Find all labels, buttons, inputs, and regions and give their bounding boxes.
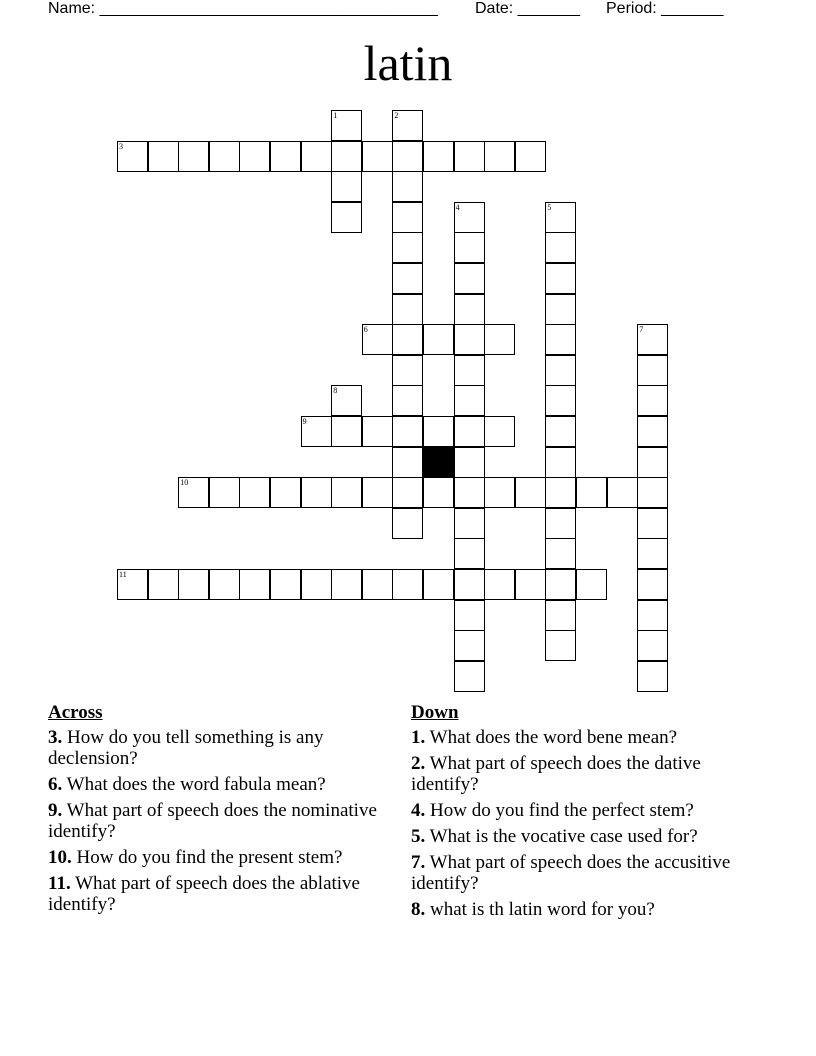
grid-cell[interactable]	[362, 141, 393, 172]
grid-cell[interactable]	[270, 477, 301, 508]
grid-cell[interactable]	[454, 630, 485, 661]
period-field: Period: _______	[606, 0, 724, 17]
grid-cell[interactable]	[637, 385, 668, 416]
grid-cell[interactable]	[637, 324, 668, 355]
grid-cell[interactable]	[576, 477, 607, 508]
grid-cell[interactable]	[392, 355, 423, 386]
grid-cell[interactable]	[484, 324, 515, 355]
clue-number-label: 1.	[411, 727, 426, 748]
clue-number: 11	[119, 570, 127, 579]
grid-cell[interactable]	[423, 324, 454, 355]
grid-cell[interactable]	[117, 569, 148, 600]
grid-cell[interactable]	[301, 569, 332, 600]
grid-cell[interactable]	[331, 171, 362, 202]
across-clue-3	[48, 727, 400, 769]
grid-cell[interactable]	[637, 569, 668, 600]
clue-number-label: 2.	[411, 753, 426, 774]
across-heading: Across	[48, 702, 103, 723]
grid-cell[interactable]	[545, 385, 576, 416]
grid-cell[interactable]	[392, 141, 423, 172]
grid-cell[interactable]	[515, 477, 546, 508]
grid-cell[interactable]	[637, 661, 668, 692]
clue-number: 2	[394, 111, 399, 120]
black-square	[423, 447, 454, 478]
clue-number-label: 6.	[48, 774, 63, 795]
grid-cell[interactable]	[545, 600, 576, 631]
grid-cell[interactable]	[484, 569, 515, 600]
grid-cell[interactable]	[362, 416, 393, 447]
clue-text: What does the word bene mean?	[425, 727, 678, 748]
grid-cell[interactable]	[423, 477, 454, 508]
grid-cell[interactable]	[392, 324, 423, 355]
grid-cell[interactable]	[545, 508, 576, 539]
grid-cell[interactable]	[545, 416, 576, 447]
clue-number-label: 8.	[411, 899, 426, 920]
across-clues	[48, 702, 400, 920]
grid-cell[interactable]	[209, 141, 240, 172]
grid-cell[interactable]	[545, 202, 576, 233]
clue-text: How do you find the perfect stem?	[425, 800, 694, 821]
grid-cell[interactable]	[637, 355, 668, 386]
grid-cell[interactable]	[515, 569, 546, 600]
grid-cell[interactable]	[392, 447, 423, 478]
clue-number-label: 11.	[48, 873, 71, 894]
grid-cell[interactable]	[484, 416, 515, 447]
grid-cell[interactable]	[301, 477, 332, 508]
grid-cell[interactable]	[178, 477, 209, 508]
grid-cell[interactable]	[423, 416, 454, 447]
grid-cell[interactable]	[331, 416, 362, 447]
grid-cell[interactable]	[515, 141, 546, 172]
clue-number: 10	[180, 478, 189, 488]
grid-cell[interactable]	[331, 110, 362, 141]
grid-cell[interactable]	[270, 141, 301, 172]
across-clue-6	[48, 774, 400, 795]
grid-cell[interactable]	[331, 202, 362, 233]
grid-cell[interactable]	[117, 141, 148, 172]
grid-cell[interactable]	[239, 477, 270, 508]
grid-cell[interactable]	[454, 600, 485, 631]
grid-cell[interactable]	[637, 538, 668, 569]
clue-number-label: 4.	[411, 800, 426, 821]
grid-cell[interactable]	[454, 294, 485, 325]
grid-cell[interactable]	[392, 416, 423, 447]
grid-cell[interactable]	[637, 477, 668, 508]
grid-cell[interactable]	[454, 232, 485, 263]
grid-cell[interactable]	[637, 416, 668, 447]
clue-number-label: 7.	[411, 852, 426, 873]
grid-cell[interactable]	[545, 355, 576, 386]
clue-number: 1	[333, 111, 338, 120]
clue-number: 6	[363, 325, 368, 335]
grid-cell[interactable]	[454, 416, 485, 447]
grid-cell[interactable]	[331, 569, 362, 600]
grid-cell[interactable]	[301, 416, 332, 447]
grid-cell[interactable]	[545, 294, 576, 325]
clue-text: How do you tell something is any declension?	[48, 727, 324, 769]
grid-cell[interactable]	[392, 385, 423, 416]
date-field: Date: _______	[475, 0, 580, 17]
down-clue-1	[411, 727, 751, 748]
grid-cell[interactable]	[454, 477, 485, 508]
clue-number: 9	[302, 417, 307, 426]
grid-cell[interactable]	[454, 447, 485, 478]
grid-cell[interactable]	[454, 508, 485, 539]
clue-text: what is th latin word for you?	[425, 899, 655, 920]
across-clue-10	[48, 847, 400, 868]
grid-cell[interactable]	[423, 569, 454, 600]
grid-cell[interactable]	[637, 600, 668, 631]
grid-cell[interactable]	[637, 508, 668, 539]
grid-cell[interactable]	[454, 385, 485, 416]
name-field: Name: ______________________________________	[48, 0, 438, 17]
clue-text: What does the word fabula mean?	[62, 774, 326, 795]
clue-text: What part of speech does the accusitive identify?	[411, 852, 731, 894]
down-clue-5	[411, 826, 751, 847]
grid-cell[interactable]	[545, 477, 576, 508]
clue-number-label: 5.	[411, 826, 426, 847]
grid-cell[interactable]	[454, 661, 485, 692]
grid-cell[interactable]	[454, 141, 485, 172]
clue-text: What part of speech does the nominative identify?	[48, 800, 377, 842]
across-clue-9	[48, 800, 400, 842]
grid-cell[interactable]	[331, 477, 362, 508]
grid-cell[interactable]	[576, 569, 607, 600]
clue-text: How do you find the present stem?	[71, 847, 343, 868]
grid-cell[interactable]	[362, 324, 393, 355]
grid-cell[interactable]	[545, 263, 576, 294]
grid-cell[interactable]	[545, 630, 576, 661]
clue-number: 5	[547, 202, 552, 212]
grid-cell[interactable]	[484, 477, 515, 508]
grid-cell[interactable]	[392, 232, 423, 263]
grid-cell[interactable]	[484, 141, 515, 172]
grid-cell[interactable]	[362, 477, 393, 508]
grid-cell[interactable]	[209, 569, 240, 600]
grid-cell[interactable]	[362, 569, 393, 600]
grid-cell[interactable]	[331, 385, 362, 416]
grid-cell[interactable]	[178, 569, 209, 600]
clue-number: 4	[455, 202, 460, 212]
grid-cell[interactable]	[454, 538, 485, 569]
clue-text: What part of speech does the dative identify?	[411, 753, 701, 795]
grid-cell[interactable]	[148, 569, 179, 600]
grid-cell[interactable]	[392, 263, 423, 294]
down-clue-2	[411, 753, 751, 795]
grid-cell[interactable]	[392, 202, 423, 233]
grid-cell[interactable]	[637, 630, 668, 661]
grid-cell[interactable]	[392, 171, 423, 202]
grid-cell[interactable]	[392, 110, 423, 141]
clue-number-label: 3.	[48, 727, 63, 748]
grid-cell[interactable]	[270, 569, 301, 600]
clue-number-label: 9.	[48, 800, 63, 821]
down-clue-4	[411, 800, 751, 821]
grid-cell[interactable]	[239, 569, 270, 600]
grid-cell[interactable]	[178, 141, 209, 172]
grid-cell[interactable]	[331, 141, 362, 172]
grid-cell[interactable]	[392, 569, 423, 600]
grid-cell[interactable]	[545, 447, 576, 478]
grid-cell[interactable]	[454, 324, 485, 355]
grid-cell[interactable]	[454, 202, 485, 233]
grid-cell[interactable]	[392, 477, 423, 508]
down-heading: Down	[411, 702, 459, 723]
clue-number: 7	[639, 325, 644, 335]
puzzle-title: latin	[363, 35, 453, 91]
down-clue-8	[411, 899, 751, 920]
grid-cell[interactable]	[545, 538, 576, 569]
grid-cell[interactable]	[607, 477, 638, 508]
grid-cell[interactable]	[545, 232, 576, 263]
grid-cell[interactable]	[545, 569, 576, 600]
down-clues	[411, 702, 751, 925]
grid-cell[interactable]	[392, 294, 423, 325]
grid-cell[interactable]	[545, 324, 576, 355]
clue-number: 8	[333, 386, 338, 396]
grid-cell[interactable]	[637, 447, 668, 478]
grid-cell[interactable]	[239, 141, 270, 172]
across-clue-11	[48, 873, 400, 915]
grid-cell[interactable]	[209, 477, 240, 508]
clue-text: What part of speech does the ablative identify?	[48, 873, 360, 915]
grid-cell[interactable]	[454, 569, 485, 600]
clue-text: What is the vocative case used for?	[425, 826, 698, 847]
grid-cell[interactable]	[392, 508, 423, 539]
grid-cell[interactable]	[454, 263, 485, 294]
grid-cell[interactable]	[454, 355, 485, 386]
grid-cell[interactable]	[423, 141, 454, 172]
grid-cell[interactable]	[148, 141, 179, 172]
clue-number: 3	[119, 141, 123, 151]
clue-number-label: 10.	[48, 847, 72, 868]
grid-cell[interactable]	[301, 141, 332, 172]
down-clue-7	[411, 852, 751, 894]
